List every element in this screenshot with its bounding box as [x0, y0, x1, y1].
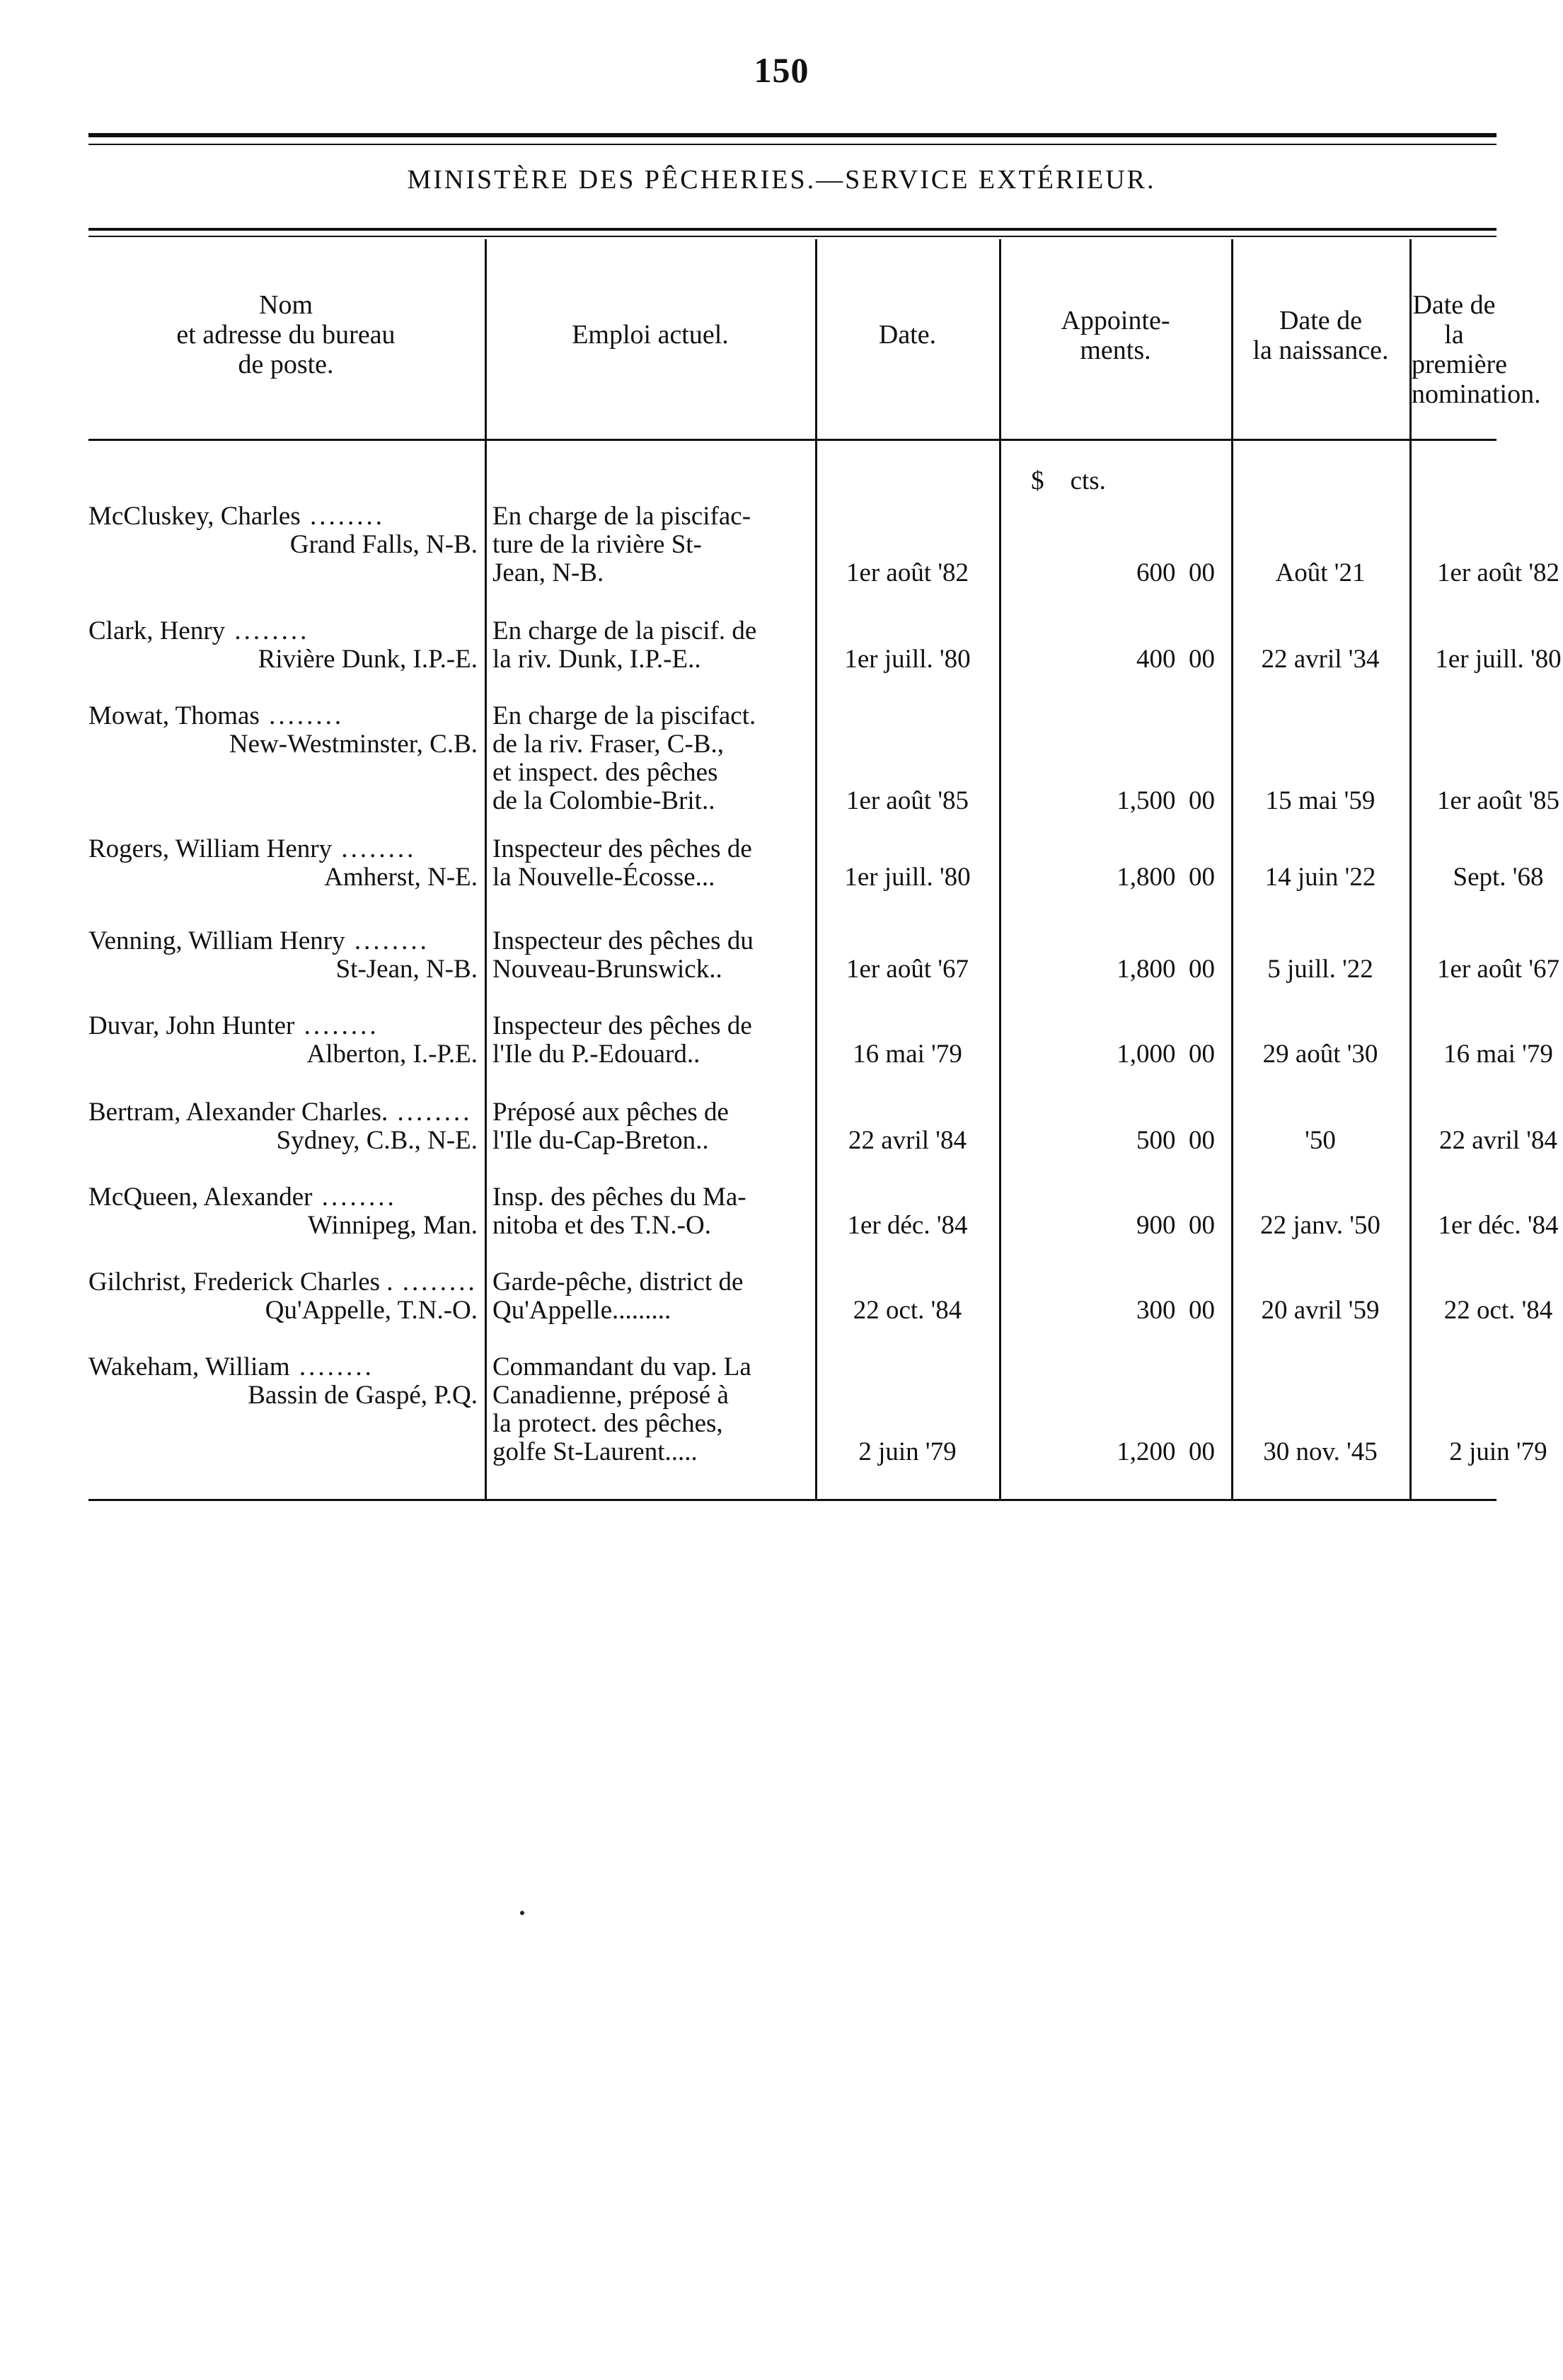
employee-role-cell [487, 1268, 814, 1325]
employee-address: Alberton, I.-P.E. [306, 1040, 478, 1069]
first-nomination-date: Sept. '68 [1453, 863, 1544, 892]
employee-name: Bertram, Alexander Charles. [88, 1098, 388, 1127]
birth-date: 5 juill. '22 [1267, 955, 1373, 984]
employee-name-cell: Wakeham, William ........ Bassin de Gaspé, P.Q. [88, 1353, 483, 1410]
employee-name: Duvar, John Hunter [88, 1011, 295, 1040]
role-line: Qu'Appelle......... [492, 1296, 671, 1325]
first-nomination-date: 22 avril '84 [1439, 1126, 1557, 1155]
appointment-date: 22 avril '84 [848, 1126, 967, 1155]
employee-name-cell: McCluskey, Charles ........ Grand Falls, N-B. [88, 502, 483, 559]
salary-dollars: 1,800 [1117, 955, 1176, 984]
salary-dollars: 400 [1136, 645, 1176, 674]
header-nomination: Date de la première nomination. [1412, 290, 1541, 409]
salary [1001, 1297, 1229, 1325]
birth-date: 20 avril '59 [1261, 1296, 1380, 1325]
employee-name: Wakeham, William [88, 1352, 290, 1381]
salary-dollars: 900 [1136, 1211, 1176, 1240]
employee-role-cell [487, 1098, 814, 1155]
role-line: golfe St-Laurent..... [492, 1437, 698, 1466]
employee-name: McCluskey, Charles [88, 502, 301, 531]
salary-cents: 00 [1189, 1296, 1215, 1325]
appointment-date: 1er déc. '84 [847, 1211, 968, 1240]
page-title: MINISTÈRE DES PÊCHERIES.—SERVICE EXTÉRIEUR. [407, 165, 1156, 195]
employee-name: Mowat, Thomas [88, 701, 260, 730]
salary-cents: 00 [1189, 1211, 1215, 1240]
role-line: de la Colombie-Brit.. [492, 786, 715, 815]
employee-role-cell [487, 702, 814, 815]
first-nomination-date: 2 juin '79 [1449, 1437, 1547, 1466]
role-line: Inspecteur des pêches du [492, 926, 754, 955]
salary-cents: 00 [1189, 786, 1215, 815]
header-date: Date. [878, 320, 937, 350]
salary [1001, 1040, 1229, 1069]
top-rule-thin [88, 144, 1496, 145]
first-nomination-date: 1er déc. '84 [1438, 1211, 1559, 1240]
salary-dollars: 300 [1136, 1296, 1176, 1325]
employee-address: Qu'Appelle, T.N.-O. [265, 1296, 478, 1325]
employee-address: Rivière Dunk, I.P.-E. [258, 645, 478, 674]
first-nomination-date: 1er juill. '80 [1435, 645, 1562, 674]
salary-dollars: 1,000 [1117, 1040, 1176, 1069]
role-line: Inspecteur des pêches de [492, 834, 752, 863]
role-line: Inspecteur des pêches de [492, 1011, 752, 1040]
salary-cents: 00 [1189, 1126, 1215, 1155]
salary-dollars: 1,800 [1117, 863, 1176, 892]
employee-name: Rogers, William Henry [88, 834, 333, 863]
role-line: la protect. des pêches, [492, 1409, 723, 1438]
role-line: ture de la rivière St- [492, 530, 702, 559]
birth-date: 22 avril '34 [1261, 645, 1380, 674]
salary-dollars: 500 [1136, 1126, 1176, 1155]
employee-role-cell [487, 1183, 814, 1240]
employee-name: Clark, Henry [88, 616, 226, 645]
header-naissance: Date de la naissance. [1252, 306, 1389, 365]
employee-name-cell: McQueen, Alexander ........ Winnipeg, Man. [88, 1183, 483, 1240]
role-line: la riv. Dunk, I.P.-E.. [492, 645, 701, 674]
page-number: 150 [754, 50, 809, 90]
salary-cents: 00 [1189, 558, 1215, 587]
birth-date: 30 nov. '45 [1263, 1437, 1378, 1466]
salary [1001, 787, 1229, 815]
first-nomination-date: 22 oct. '84 [1443, 1296, 1553, 1325]
first-nomination-date: 1er août '85 [1436, 786, 1560, 815]
employee-name-cell: Gilchrist, Frederick Charles . ........ Qu'Appelle, T.N.-O. [88, 1268, 483, 1325]
role-line: En charge de la piscifact. [492, 701, 756, 730]
role-line: de la riv. Fraser, C-B., [492, 730, 724, 759]
salary [1001, 1438, 1229, 1466]
table-bottom-rule [88, 1499, 1496, 1501]
salary-dollars: 1,500 [1117, 786, 1176, 815]
birth-date: 22 janv. '50 [1260, 1211, 1380, 1240]
header-emploi: Emploi actuel. [572, 320, 729, 350]
role-line: Canadienne, préposé à [492, 1381, 729, 1410]
role-line: Commandant du vap. La [492, 1352, 751, 1381]
role-line: la Nouvelle-Écosse... [492, 863, 715, 892]
birth-date: 15 mai '59 [1265, 786, 1375, 815]
first-nomination-date: 1er août '67 [1436, 955, 1560, 984]
salary-cents: 00 [1189, 1040, 1215, 1069]
birth-date: '50 [1305, 1126, 1336, 1155]
header-bottom-rule [88, 439, 1496, 441]
employee-name-cell: Venning, William Henry ........ St-Jean, N-B. [88, 927, 483, 984]
appointment-date: 1er août '82 [846, 558, 969, 587]
role-line: nitoba et des T.N.-O. [492, 1211, 711, 1240]
employee-address: St-Jean, N-B. [335, 955, 478, 984]
employee-name-cell: Bertram, Alexander Charles. ........ Sydney, C.B., N-E. [88, 1098, 483, 1155]
first-nomination-date: 16 mai '79 [1443, 1040, 1553, 1069]
salary-cents: 00 [1189, 863, 1215, 892]
employee-role-cell [487, 1012, 814, 1069]
header-name: Nom et adresse du bureau de poste. [176, 290, 396, 379]
employee-address: New-Westminster, C.B. [229, 730, 478, 759]
employee-role-cell [487, 835, 814, 892]
header-appointements: Appointe- ments. [1061, 306, 1170, 365]
employee-address: Amherst, N-E. [324, 863, 478, 892]
salary [1001, 559, 1229, 587]
appointment-date: 1er août '85 [846, 786, 969, 815]
top-rule-thick [88, 133, 1496, 137]
currency-units: $ cts. [1031, 466, 1106, 495]
salary-dollars: 600 [1136, 558, 1176, 587]
salary-cents: 00 [1189, 955, 1215, 984]
employee-role-cell [487, 1353, 814, 1466]
employee-name: McQueen, Alexander [88, 1183, 313, 1212]
appointment-date: 1er juill. '80 [844, 645, 971, 674]
role-line: Nouveau-Brunswick.. [492, 955, 722, 984]
role-line: et inspect. des pêches [492, 758, 718, 787]
role-line: En charge de la piscif. de [492, 616, 757, 645]
birth-date: 29 août '30 [1262, 1040, 1378, 1069]
role-line: En charge de la piscifac- [492, 502, 751, 531]
salary [1001, 1127, 1229, 1155]
appointment-date: 22 oct. '84 [853, 1296, 962, 1325]
employee-name: Gilchrist, Frederick Charles . [88, 1267, 393, 1297]
appointment-date: 1er août '67 [846, 955, 969, 984]
employee-address: Grand Falls, N-B. [289, 530, 478, 559]
header-rule-thin [88, 236, 1496, 237]
employee-role-cell [487, 927, 814, 984]
salary-dollars: 1,200 [1117, 1437, 1176, 1466]
salary [1001, 1212, 1229, 1240]
salary-cents: 00 [1189, 1437, 1215, 1466]
role-line: Jean, N-B. [492, 558, 604, 587]
first-nomination-date: 1er août '82 [1436, 558, 1560, 587]
salary [1001, 645, 1229, 674]
employee-name: Venning, William Henry [88, 926, 345, 955]
salary [1001, 863, 1229, 892]
header-rule-thick [88, 228, 1496, 231]
employee-address: Bassin de Gaspé, P.Q. [248, 1381, 478, 1410]
role-line: Garde-pêche, district de [492, 1267, 744, 1297]
appointment-date: 16 mai '79 [853, 1040, 962, 1069]
role-line: Insp. des pêches du Ma- [492, 1183, 746, 1212]
birth-date: Août '21 [1275, 558, 1366, 587]
employee-name-cell: Duvar, John Hunter ........ Alberton, I.-P.E. [88, 1012, 483, 1069]
employee-address: Sydney, C.B., N-E. [276, 1126, 478, 1155]
appointment-date: 2 juin '79 [858, 1437, 957, 1466]
employee-address: Winnipeg, Man. [308, 1211, 478, 1240]
salary-cents: 00 [1189, 645, 1215, 674]
role-line: l'Ile du P.-Edouard.. [492, 1040, 700, 1069]
employee-name-cell: Mowat, Thomas ........ New-Westminster, C.B. [88, 702, 483, 759]
appointment-date: 1er juill. '80 [844, 863, 971, 892]
employee-role-cell [487, 617, 814, 674]
employee-name-cell: Clark, Henry ........ Rivière Dunk, I.P.-E. [88, 617, 483, 674]
speck [520, 1911, 524, 1915]
employee-role-cell [487, 502, 814, 587]
employee-name-cell: Rogers, William Henry ........ Amherst, N-E. [88, 835, 483, 892]
birth-date: 14 juin '22 [1264, 863, 1376, 892]
salary [1001, 955, 1229, 984]
role-line: l'Ile du-Cap-Breton.. [492, 1126, 709, 1155]
role-line: Préposé aux pêches de [492, 1098, 729, 1127]
